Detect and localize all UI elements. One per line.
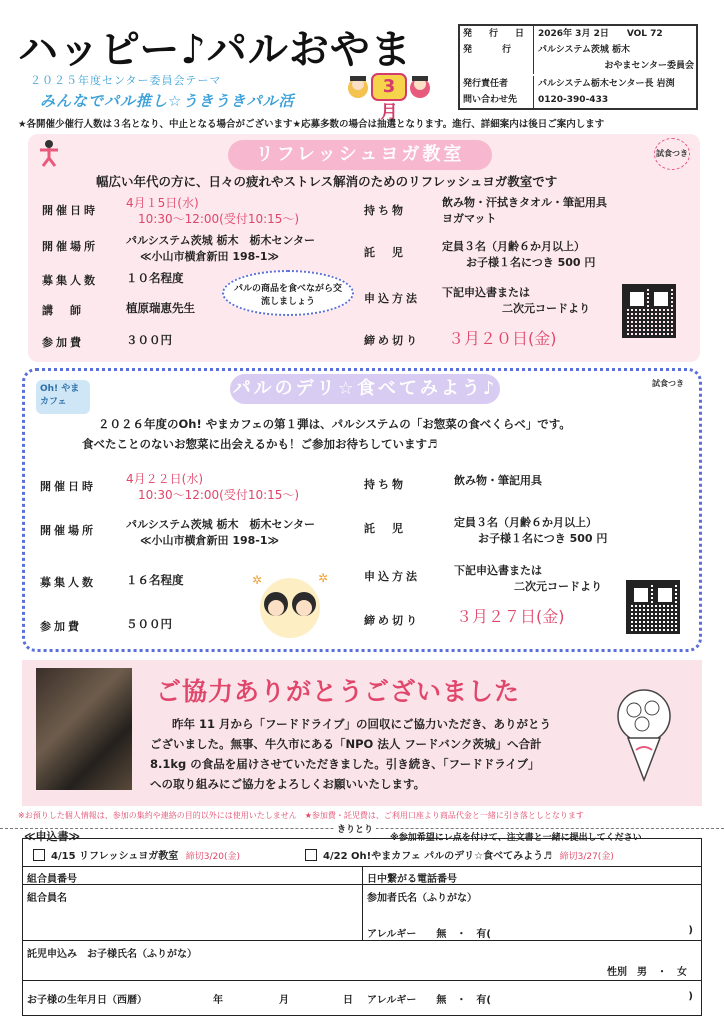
yoga-date: 4月１5日(水) bbox=[126, 196, 199, 210]
yoga-childcare-2: お子様１名につき 500 円 bbox=[466, 256, 596, 269]
yoga-teacher-label: 講 師 bbox=[42, 304, 84, 317]
svg-text:✲: ✲ bbox=[252, 573, 263, 587]
friends-illustration bbox=[244, 570, 336, 638]
member-number-field[interactable] bbox=[23, 867, 363, 885]
child-name-field[interactable] bbox=[23, 941, 701, 981]
privacy-note: ※お預りした個人情報は、参加の集約や連絡の目的以外には使用いたしません ★参加費・託児費は、ご利用口座より商品代金と一緒に引き落としとなります bbox=[18, 811, 584, 820]
deli-deadline-label: 締め切り bbox=[364, 614, 420, 627]
top-notice: ★各開催少催行人数は３名となり、中止となる場合がございます★応募多数の場合は抽選となります。進行、詳細案内は後日ご案内します bbox=[18, 119, 605, 130]
month-label: 3月 bbox=[380, 76, 398, 123]
form-header: ≪申込書≫ bbox=[24, 830, 81, 843]
option-yoga[interactable] bbox=[33, 847, 240, 862]
yoga-date-label: 開催日時 bbox=[42, 204, 98, 217]
yoga-qr-code[interactable] bbox=[622, 284, 676, 338]
yoga-checkbox[interactable] bbox=[33, 849, 45, 861]
option-deli-deadline: 締切3/27(金) bbox=[559, 852, 614, 862]
yoga-address: ≪小山市横倉新田 198-1≫ bbox=[140, 250, 280, 263]
option-deli[interactable] bbox=[305, 847, 614, 862]
participant-label: 参加者氏名（ふりがな） bbox=[367, 893, 477, 904]
info-value: おやまセンター委員会 bbox=[604, 61, 694, 71]
allergy-close: ) bbox=[688, 925, 693, 936]
yoga-place: パルシステム茨城 栃木 栃木センター bbox=[126, 234, 316, 247]
deli-place-label: 開催場所 bbox=[40, 524, 96, 537]
thanks-line-1: 昨年 11 月から「フードドライブ」の回収にご協力いただき、ありがとう bbox=[172, 717, 552, 731]
member-name-label: 組合員名 bbox=[27, 893, 67, 904]
publication-info-box bbox=[458, 24, 698, 110]
thanks-line-4: への取り組みにご協力をよろしくお願いいたします。 bbox=[150, 777, 426, 791]
year-label: 年 bbox=[213, 995, 223, 1006]
gender-label: 性別 男 ・ 女 bbox=[607, 967, 687, 978]
phone-label: 日中繋がる電話番号 bbox=[367, 874, 457, 885]
yoga-count-label: 募集人数 bbox=[42, 274, 98, 287]
yoga-fee-label: 参加費 bbox=[42, 336, 84, 349]
yoga-teacher: 植原瑞恵先生 bbox=[126, 301, 195, 315]
submit-note: ※参加希望にレ点を付けて、注文書と一緒に提出してください bbox=[390, 833, 642, 843]
newsletter-title: ハッピー♪パルおやま bbox=[18, 27, 412, 73]
option-deli-label: 4/22 Oh!やまカフェ パルのデリ☆食べてみよう♬ bbox=[323, 851, 553, 862]
deli-intro-1: ２０２６年度のOh! やまカフェの第１弾は、パルシステムの「お惣菜の食べくらべ」です。 bbox=[98, 417, 571, 431]
deli-childcare-2: お子様１名につき 500 円 bbox=[478, 532, 608, 545]
yoga-banner: リフレッシュヨガ教室 bbox=[228, 140, 492, 170]
svg-text:✲: ✲ bbox=[318, 571, 329, 585]
yoga-apply-label: 申込方法 bbox=[364, 292, 420, 305]
deli-count-label: 募集人数 bbox=[40, 576, 96, 589]
deli-bring-label: 持ち物 bbox=[364, 478, 406, 491]
yoga-bring-2: ヨガマット bbox=[442, 212, 497, 225]
yoga-place-label: 開催場所 bbox=[42, 240, 98, 253]
deli-place: パルシステム茨城 栃木 栃木センター bbox=[126, 518, 316, 531]
child-name-label: 託児申込み お子様氏名（ふりがな） bbox=[27, 949, 197, 960]
deli-count: １６名程度 bbox=[126, 573, 184, 587]
cut-label: きりとり bbox=[334, 822, 376, 835]
month-badge bbox=[346, 68, 432, 123]
deli-section bbox=[22, 368, 702, 652]
info-key: 発行責任者 bbox=[460, 76, 534, 92]
allergy-close-2: ) bbox=[688, 991, 693, 1002]
thanks-line-2: ございました。無事、牛久市にある「NPO 法人 フードバンク茨城」へ合計 bbox=[150, 737, 542, 751]
yoga-apply-2: 二次元コードより bbox=[502, 302, 590, 315]
deli-date: 4月２２日(水) bbox=[126, 472, 203, 486]
yoga-childcare-label: 託 児 bbox=[364, 246, 406, 259]
info-key bbox=[460, 58, 534, 74]
yoga-count: １０名程度 bbox=[126, 271, 184, 285]
yoga-intro: 幅広い年代の方に、日々の疲れやストレス解消のためのリフレッシュヨガ教室です bbox=[96, 174, 558, 189]
yoga-deadline-label: 締め切り bbox=[364, 334, 420, 347]
deli-apply-2: 二次元コードより bbox=[514, 580, 602, 593]
deli-intro-2: 食べたことのないお惣菜に出会えるかも！ご参加お待ちしています♬ bbox=[82, 437, 438, 451]
yoga-bring-1: 飲み物・汗拭きタオル・筆記用具 bbox=[442, 196, 607, 209]
yoga-fee: ３００円 bbox=[126, 333, 172, 347]
info-value: パルシステム茨城 栃木 bbox=[538, 45, 631, 55]
deli-deadline: ３月２７日(金) bbox=[456, 607, 565, 626]
yoga-time: 10:30～12:00(受付10:15～) bbox=[138, 212, 300, 226]
allergy-label-2: アレルギー 無 ・ 有( bbox=[367, 995, 491, 1006]
deli-childcare-1: 定員３名（月齢６か月以上） bbox=[454, 516, 597, 529]
deli-time: 10:30～12:00(受付10:15～) bbox=[138, 488, 300, 502]
yoga-deadline: ３月２０日(金) bbox=[448, 329, 557, 348]
theme-label: ２０２５年度センター委員会テーマ bbox=[30, 74, 222, 87]
deli-address: ≪小山市横倉新田 198-1≫ bbox=[140, 534, 280, 547]
tasting-badge-2: 試食つき bbox=[652, 379, 684, 388]
thanks-line-3: 8.1kg の食品を届けさせていただきました。引き続き、「フードドライブ」 bbox=[150, 757, 540, 771]
member-name-field[interactable] bbox=[23, 885, 363, 941]
deli-apply-label: 申込方法 bbox=[364, 570, 420, 583]
deli-bring-1: 飲み物・筆記用具 bbox=[454, 474, 542, 487]
deli-apply-1: 下記申込書または bbox=[454, 564, 542, 577]
deli-date-label: 開催日時 bbox=[40, 480, 96, 493]
ohyama-cafe-tag: Oh! やま カフェ bbox=[36, 380, 90, 414]
info-value: パルシステム栃木センター長 岩渕 bbox=[538, 79, 675, 89]
option-yoga-label: 4/15 リフレッシュヨガ教室 bbox=[51, 851, 179, 862]
info-key: 発 行 日 bbox=[460, 26, 534, 42]
exchange-bubble: パルの商品を食べながら交流しましょう bbox=[222, 270, 354, 316]
yoga-pose-icon bbox=[36, 138, 62, 168]
day-label: 日 bbox=[343, 995, 353, 1006]
month-label-form: 月 bbox=[279, 995, 289, 1006]
yoga-childcare-1: 定員３名（月齢６か月以上） bbox=[442, 240, 585, 253]
participant-field[interactable] bbox=[363, 885, 701, 941]
option-yoga-deadline: 締切3/20(金) bbox=[185, 852, 241, 862]
info-key: 問い合わせ先 bbox=[460, 92, 534, 108]
info-value: 0120-390-433 bbox=[538, 95, 609, 105]
thanks-title: ご協力ありがとうございました bbox=[156, 677, 521, 706]
theme-text: みんなでパル推し☆うきうきパル活 bbox=[40, 92, 295, 110]
bouquet-icon bbox=[606, 688, 682, 782]
child-birth-field[interactable] bbox=[23, 981, 701, 1015]
deli-checkbox[interactable] bbox=[305, 849, 317, 861]
yoga-bring-label: 持ち物 bbox=[364, 204, 406, 217]
food-drive-photo bbox=[36, 668, 132, 790]
tasting-badge: 試食つき bbox=[654, 138, 690, 170]
deli-banner: パルのデリ☆食べてみよう♪ bbox=[230, 374, 500, 404]
info-key: 発 行 bbox=[460, 42, 534, 58]
member-number-label: 組合員番号 bbox=[27, 874, 77, 885]
yoga-apply-1: 下記申込書または bbox=[442, 286, 530, 299]
deli-childcare-label: 託 児 bbox=[364, 522, 406, 535]
deli-fee: ５００円 bbox=[126, 617, 172, 631]
deli-qr-code[interactable] bbox=[626, 580, 680, 634]
child-birth-label: お子様の生年月日（西暦） bbox=[27, 995, 147, 1006]
application-form bbox=[22, 838, 702, 1016]
allergy-label: アレルギー 無 ・ 有( bbox=[367, 929, 491, 940]
phone-field[interactable] bbox=[363, 867, 701, 885]
info-value: 2026年 3月 2日 VOL 72 bbox=[538, 29, 663, 39]
deli-fee-label: 参加費 bbox=[40, 620, 82, 633]
